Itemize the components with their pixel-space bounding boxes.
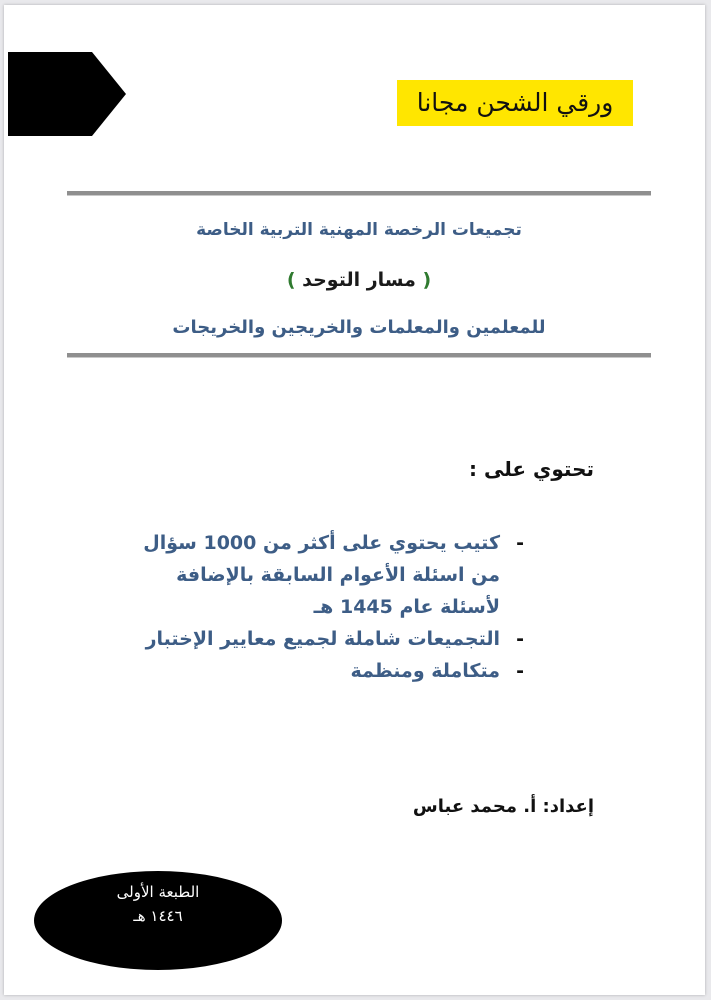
document-page [4, 5, 705, 995]
arrow-tab-shape [8, 52, 126, 136]
top-divider [67, 191, 651, 196]
close-paren: ) [286, 269, 296, 291]
author-credit: إعداد: أ. محمد عباس [412, 796, 594, 817]
edition-label: الطبعة الأولى [116, 883, 200, 901]
bottom-divider [67, 353, 651, 358]
title-line-2 [67, 269, 651, 291]
open-paren: ( [422, 269, 432, 291]
list-item: - كتيب يحتوي على أكثر من 1000 سؤال من اسئلة الأعوام السابقة بالإضافة لأسئلة عام 1445 هـ [134, 527, 534, 623]
contents-list [134, 527, 534, 687]
contains-heading: تحتوي على : [469, 457, 594, 481]
list-item: - متكاملة ومنظمة [134, 655, 534, 687]
free-shipping-banner: ورقي الشحن مجانا [397, 80, 633, 126]
title-line-1: تجميعات الرخصة المهنية التربية الخاصة [196, 220, 522, 240]
track-name: مسار التوحد [295, 269, 423, 291]
title-line-3: للمعلمين والمعلمات والخريجين والخريجات [172, 317, 546, 338]
edition-badge [34, 871, 282, 970]
list-item: - التجميعات شاملة لجميع معايير الإختبار [134, 623, 534, 655]
edition-year: ١٤٤٦ هـ [133, 907, 183, 925]
